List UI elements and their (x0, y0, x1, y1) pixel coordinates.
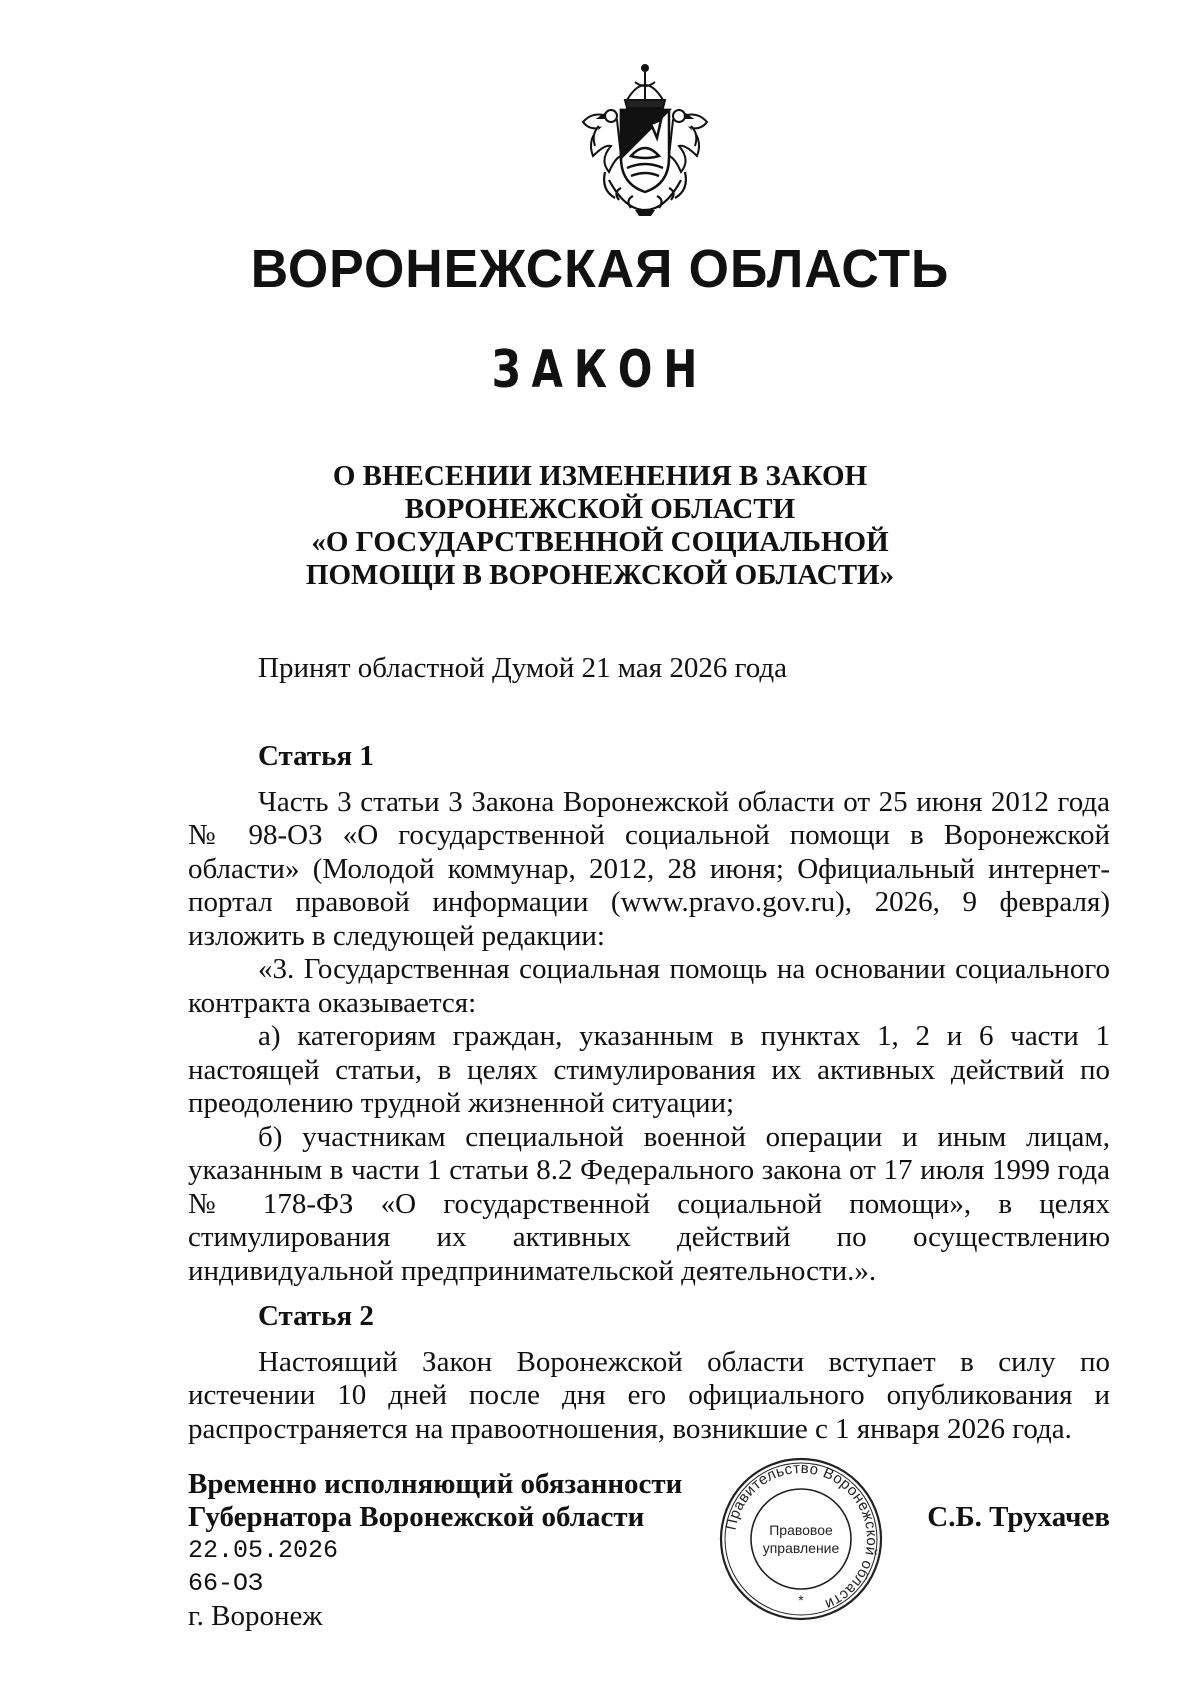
article-1-paragraph: а) категориям граждан, указанным в пунктах 1, 2 и 6 части 1 настоящей статьи, в целях стимулирования их активных действий по преодолению трудной жизненной ситуации; (188, 1020, 1110, 1119)
signatory-position: Временно исполняющий обязанности (188, 1468, 683, 1500)
stamp-star: * (798, 1592, 804, 1608)
stamp-inner-line: Правовое (769, 1522, 833, 1538)
law-number: 66-ОЗ (188, 1569, 264, 1598)
legal-department-stamp-icon (717, 1455, 885, 1623)
article-1-paragraph: Часть 3 статьи 3 Закона Воронежской области от 25 июня 2012 года № 98-ОЗ «О государственной социальной помощи в Воронежской области» (Молодой коммунар, 2012, 28 июня; Официальный интернет-портал правовой информации (www.pravo.gov.ru), 2026, 9 февраля) изложить в следующей редакции: (188, 785, 1110, 952)
signatory-name: С.Б. Трухачев (927, 1501, 1110, 1533)
signature-block (188, 1468, 748, 1633)
stamp-outer-text: Правительство Воронежской области (722, 1459, 881, 1613)
article-2-heading: Статья 2 (258, 1300, 374, 1332)
law-title-line: «О ГОСУДАРСТВЕННОЙ СОЦИАЛЬНОЙ (311, 526, 889, 558)
law-title-line: ВОРОНЕЖСКОЙ ОБЛАСТИ (404, 493, 796, 525)
article-2-paragraph: Настоящий Закон Воронежской области вступает в силу по истечении 10 дней после дня его официального опубликования и распространяется на правоотношения, возникшие с 1 января 2026 года. (188, 1345, 1110, 1445)
article-1-heading: Статья 1 (258, 740, 374, 772)
law-date: 22.05.2026 (188, 1536, 339, 1565)
region-title: ВОРОНЕЖСКАЯ ОБЛАСТЬ (250, 239, 950, 299)
law-title-line: О ВНЕСЕНИИ ИЗМЕНЕНИЯ В ЗАКОН (332, 460, 868, 492)
law-body (188, 740, 1110, 1446)
law-title-line: ПОМОЩИ В ВОРОНЕЖСКОЙ ОБЛАСТИ» (305, 559, 895, 591)
article-1-paragraph: «3. Государственная социальная помощь на основании социального контракта оказывается: (188, 953, 1110, 1019)
voronezh-coat-of-arms-icon (565, 60, 725, 220)
signing-place: г. Воронеж (188, 1600, 323, 1632)
signatory-position: Губернатора Воронежской области (188, 1501, 645, 1533)
stamp-inner-line: управление (762, 1540, 840, 1556)
document-type: ЗАКОН (491, 340, 709, 400)
adoption-line: Принят областной Думой 21 мая 2026 года (258, 652, 788, 684)
article-1-paragraph: б) участникам специальной военной операции и иным лицам, указанным в части 1 статьи 8.2 Федерального закона от 17 июля 1999 года № 178-ФЗ «О государственной социальной помощи», в целях стимулирования их активных действий по осуществлению индивидуальной предпринимательской деятельности.». (188, 1120, 1110, 1287)
law-title (200, 460, 1000, 592)
